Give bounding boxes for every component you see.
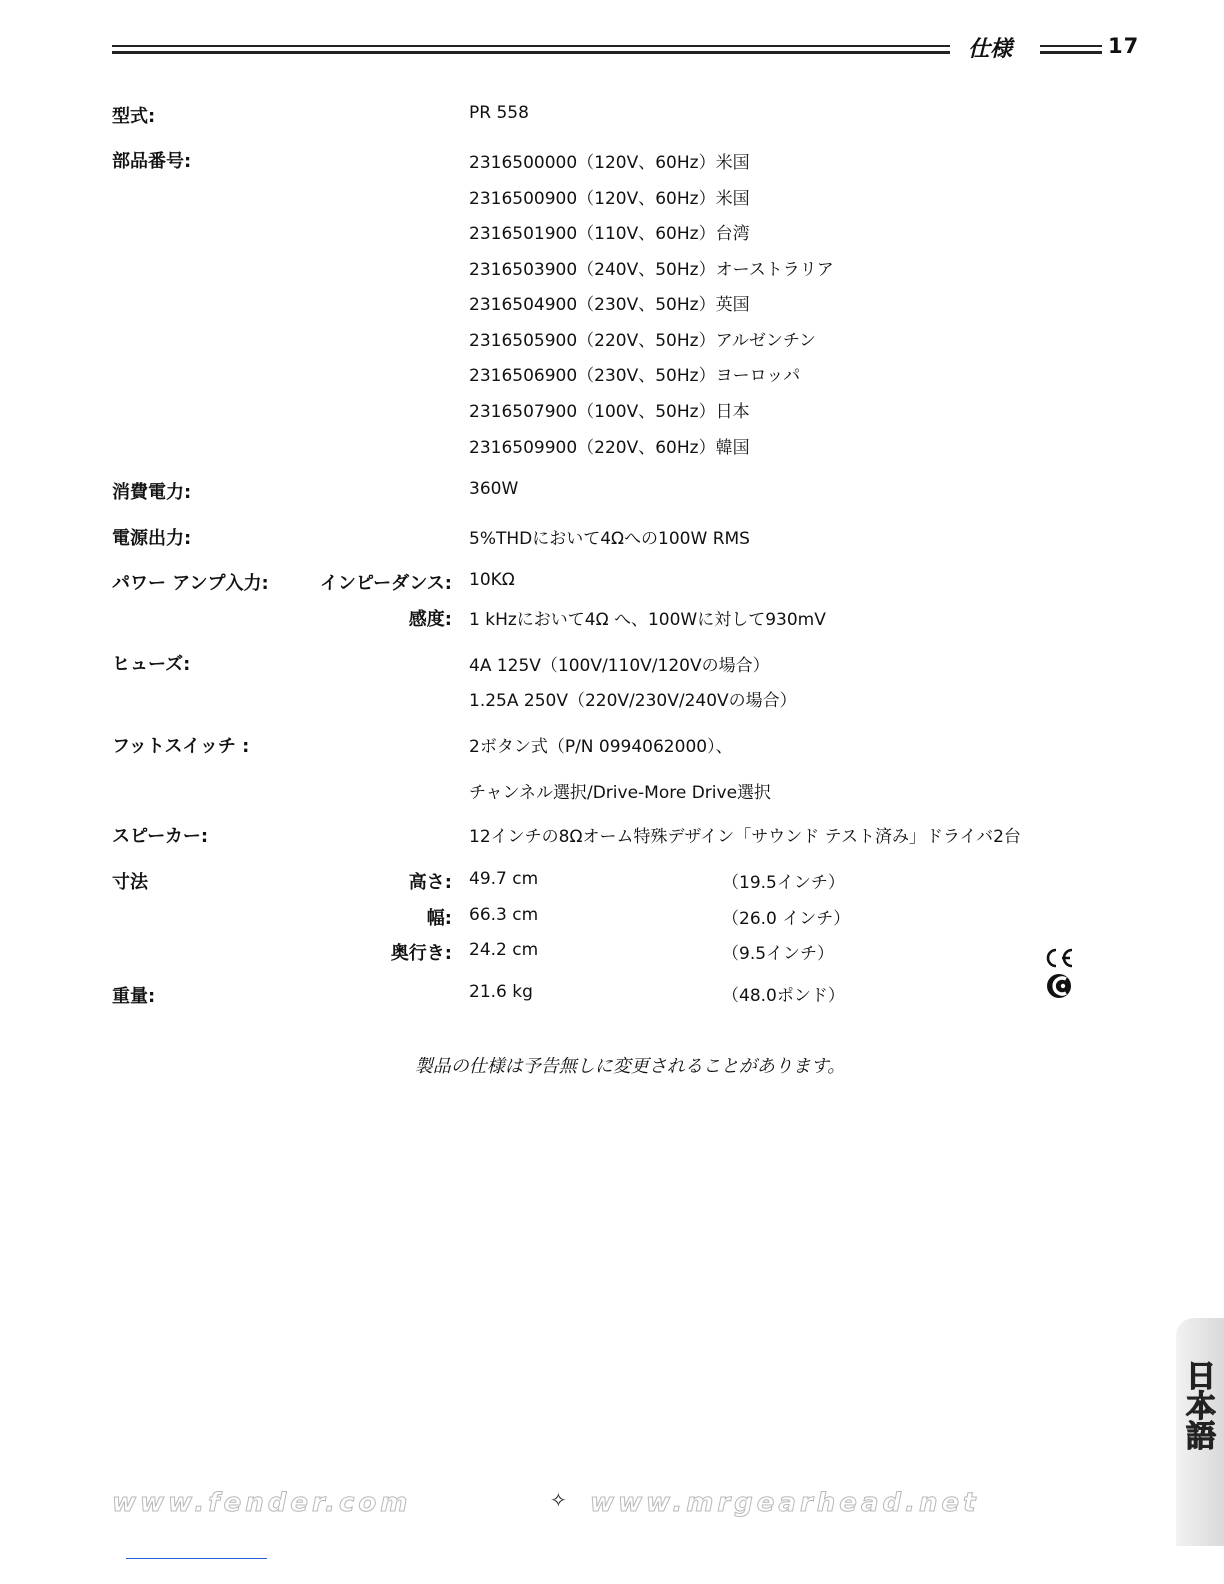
part-number-item: 2316505900（220V、50Hz）アルゼンチン	[469, 331, 817, 351]
part-number-item: 2316501900（110V、60Hz）台湾	[469, 224, 750, 244]
model-label: 型式:	[112, 106, 156, 127]
part-number-item: 2316500900（120V、60Hz）米国	[469, 189, 750, 209]
model-value: PR 558	[469, 103, 529, 123]
ce-mark-icon	[1044, 946, 1078, 1000]
impedance-value: 10KΩ	[469, 570, 515, 590]
part-number-item: 2316504900（230V、50Hz）英国	[469, 295, 750, 315]
part-number-item: 2316503900（240V、50Hz）オーストラリア	[469, 260, 834, 280]
header-rule	[112, 45, 950, 54]
power-consumption-value: 360W	[469, 479, 519, 499]
impedance-label: インピーダンス:	[319, 573, 452, 594]
speaker-value: 12インチの8Ωオーム特殊デザイン「サウンド テスト済み」ドライバ2台	[469, 827, 1021, 847]
width-metric: 66.3 cm	[469, 905, 539, 925]
footer-url-right[interactable]: www.mrgearhead.net	[590, 1488, 980, 1518]
page-number: 17	[1108, 34, 1140, 58]
header-rule-short	[1040, 45, 1102, 54]
link-underline	[126, 1558, 267, 1559]
part-numbers-label: 部品番号:	[112, 151, 192, 172]
section-title: 仕様	[968, 37, 1013, 62]
power-amp-input-label: パワー アンプ入力:	[112, 573, 269, 594]
language-tab-label: 日本語	[1180, 1360, 1215, 1450]
speaker-label: スピーカー:	[112, 826, 209, 847]
height-label: 高さ:	[408, 872, 452, 893]
depth-label: 奥行き:	[390, 943, 452, 964]
sensitivity-label: 感度:	[408, 609, 452, 630]
footswitch-line: 2ボタン式（P/N 0994062000）、	[469, 737, 733, 757]
depth-imperial: （9.5インチ）	[722, 944, 835, 964]
power-consumption-label: 消費電力:	[112, 482, 192, 503]
height-metric: 49.7 cm	[469, 869, 539, 889]
power-output-label: 電源出力:	[112, 528, 192, 549]
part-number-item: 2316500000（120V、60Hz）米国	[469, 153, 750, 173]
spec-change-notice: 製品の仕様は予告無しに変更されることがあります。	[414, 1056, 846, 1077]
width-imperial: （26.0 インチ）	[722, 909, 851, 929]
weight-imperial: （48.0ポンド）	[722, 986, 845, 1006]
footswitch-label: フットスイッチ :	[112, 736, 250, 757]
dimensions-label: 寸法	[112, 872, 148, 893]
star-icon: ✧	[550, 1488, 567, 1512]
fuse-line: 1.25A 250V（220V/230V/240Vの場合）	[469, 691, 797, 711]
fuse-line: 4A 125V（100V/110V/120Vの場合）	[469, 656, 770, 676]
part-number-item: 2316509900（220V、60Hz）韓国	[469, 438, 750, 458]
weight-metric: 21.6 kg	[469, 982, 533, 1002]
part-number-item: 2316507900（100V、50Hz）日本	[469, 402, 750, 422]
height-imperial: （19.5インチ）	[722, 873, 845, 893]
power-output-value: 5%THDにおいて4Ωへの100W RMS	[469, 529, 750, 549]
width-label: 幅:	[426, 908, 452, 929]
footer-url-left[interactable]: www.fender.com	[112, 1488, 412, 1518]
sensitivity-value: 1 kHzにおいて4Ω へ、100Wに対して930mV	[469, 610, 826, 630]
weight-label: 重量:	[112, 986, 156, 1007]
part-number-item: 2316506900（230V、50Hz）ヨーロッパ	[469, 366, 801, 386]
footswitch-line: チャンネル選択/Drive-More Drive選択	[469, 783, 772, 803]
depth-metric: 24.2 cm	[469, 940, 539, 960]
fuse-label: ヒューズ:	[112, 654, 191, 675]
